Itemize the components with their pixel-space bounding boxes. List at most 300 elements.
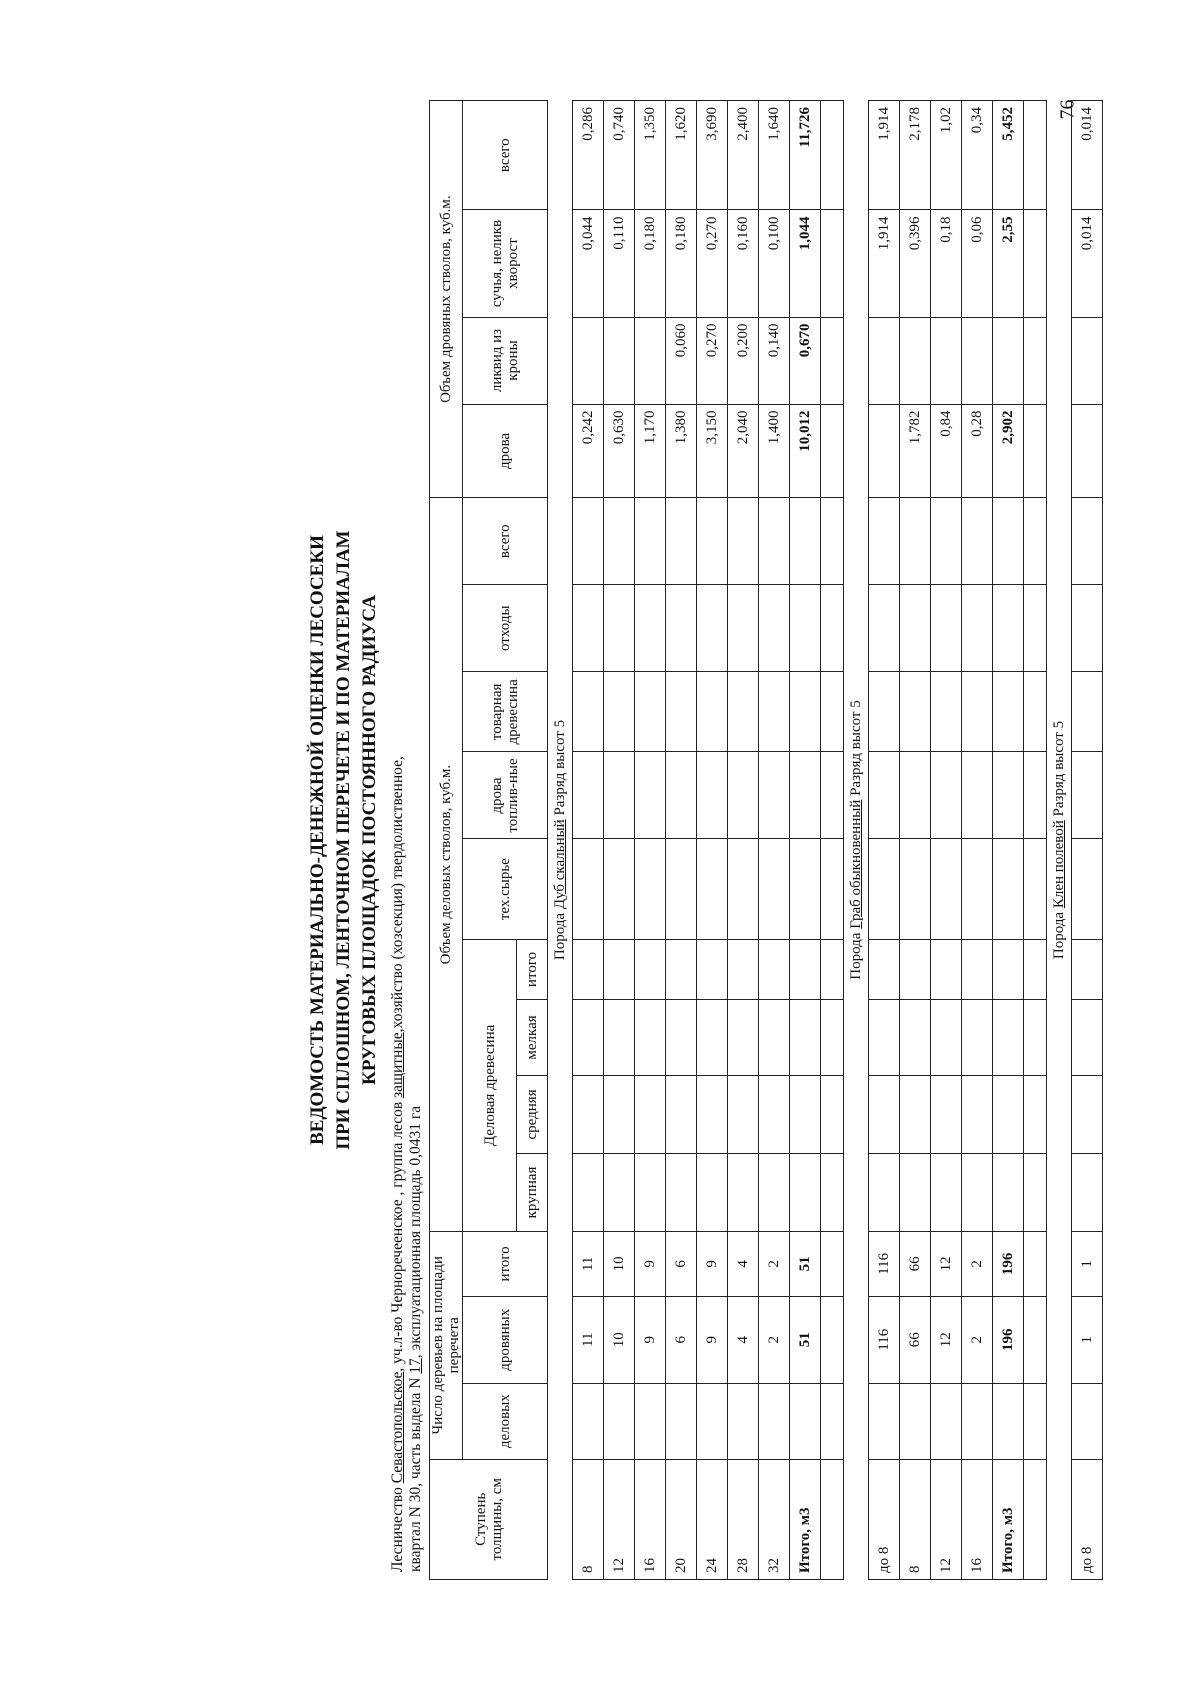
cell-empty bbox=[1024, 404, 1047, 498]
cell-empty bbox=[900, 839, 931, 939]
cell-empty bbox=[697, 672, 728, 752]
cell-drov: 2 bbox=[759, 1296, 790, 1383]
header-count-drov: дровяных bbox=[463, 1296, 548, 1383]
plot-number: 17 bbox=[407, 1358, 424, 1374]
section-header-row bbox=[1047, 101, 1072, 1580]
cell-crown: 0,270 bbox=[697, 317, 728, 404]
cell-empty bbox=[993, 498, 1024, 585]
cell-empty bbox=[821, 1153, 844, 1231]
cell-empty bbox=[759, 498, 790, 585]
cell-empty bbox=[931, 839, 962, 939]
forestry-name: Севастопольское bbox=[389, 1371, 406, 1484]
cell-drov: 12 bbox=[931, 1296, 962, 1383]
cell-empty bbox=[821, 585, 844, 672]
table-row bbox=[900, 101, 931, 1580]
cell-empty bbox=[1024, 498, 1047, 585]
species-name: Дуб скальный bbox=[552, 819, 568, 910]
cell-step: 16 bbox=[635, 1459, 666, 1579]
cell-empty bbox=[573, 1000, 604, 1076]
cell-empty bbox=[821, 672, 844, 752]
header-count-del: деловых bbox=[463, 1383, 548, 1459]
cell-empty bbox=[666, 1000, 697, 1076]
species-name: Клен полевой bbox=[1051, 820, 1067, 909]
blank-row bbox=[1024, 101, 1047, 1580]
cell-empty bbox=[1024, 210, 1047, 317]
section-header-row bbox=[548, 101, 573, 1580]
cell-step: 32 bbox=[759, 1459, 790, 1579]
cell-empty bbox=[666, 585, 697, 672]
cell-empty bbox=[993, 1000, 1024, 1076]
cell-empty bbox=[1024, 1383, 1047, 1459]
cell-empty bbox=[821, 1000, 844, 1076]
cell-empty bbox=[1024, 1153, 1047, 1231]
height-rank: Разряд высот 5 bbox=[552, 719, 568, 820]
cell-all: 1,640 bbox=[759, 101, 790, 210]
cell-total: 2 bbox=[962, 1232, 993, 1297]
title-line-3: КРУГОВЫХ ПЛОЩАДОК ПОСТОЯННОГО РАДИУСА bbox=[359, 595, 380, 1085]
cell-empty bbox=[962, 1153, 993, 1231]
cell-empty bbox=[962, 585, 993, 672]
cell-firewood: 0,242 bbox=[573, 404, 604, 498]
cell-crown bbox=[900, 317, 931, 404]
cell-empty bbox=[728, 839, 759, 939]
cell-empty bbox=[993, 839, 1024, 939]
header-commercial: товарная древесина bbox=[463, 672, 548, 752]
cell-empty bbox=[697, 585, 728, 672]
header-wood-total: итого bbox=[517, 939, 548, 999]
cell-twigs: 0,044 bbox=[573, 210, 604, 317]
cell-all: 0,014 bbox=[1072, 101, 1103, 210]
cell-empty bbox=[604, 498, 635, 585]
cell-empty bbox=[635, 585, 666, 672]
cell-empty bbox=[790, 1075, 821, 1153]
cell-all: 0,740 bbox=[604, 101, 635, 210]
header-count-total: итого bbox=[463, 1232, 548, 1297]
height-rank: Разряд высот 5 bbox=[1051, 720, 1067, 821]
header-twigs: сучья, неликв хворост bbox=[463, 210, 548, 317]
cell-empty bbox=[900, 1075, 931, 1153]
header-medium: средняя bbox=[517, 1075, 548, 1153]
cell-empty bbox=[869, 672, 900, 752]
cell-empty bbox=[635, 1153, 666, 1231]
cell-del bbox=[1072, 1383, 1103, 1459]
table-row bbox=[962, 101, 993, 1580]
cell-firewood: 0,84 bbox=[931, 404, 962, 498]
cell-empty bbox=[635, 498, 666, 585]
info-line-1: Лесничество Севастопольское, уч.л-во Черноречеенское , группа лесов защитные,хозяйство (хозсекция) твердолиственное, bbox=[389, 756, 406, 1572]
cell-empty bbox=[759, 1153, 790, 1231]
cell-empty bbox=[604, 1153, 635, 1231]
cell-firewood: 2,040 bbox=[728, 404, 759, 498]
cell-empty bbox=[697, 752, 728, 839]
cell-empty bbox=[666, 498, 697, 585]
cell-empty bbox=[931, 1153, 962, 1231]
cell-empty bbox=[900, 585, 931, 672]
cell-all: 1,350 bbox=[635, 101, 666, 210]
cell-step: 8 bbox=[900, 1459, 931, 1579]
cell-empty bbox=[759, 1075, 790, 1153]
cell-empty bbox=[900, 1000, 931, 1076]
cell-del bbox=[790, 1383, 821, 1459]
header-del-wood: Деловая древесина bbox=[463, 939, 517, 1231]
cell-empty bbox=[962, 1000, 993, 1076]
cell-empty bbox=[759, 839, 790, 939]
valuation-table bbox=[429, 100, 1103, 1580]
cell-total: 66 bbox=[900, 1232, 931, 1297]
cell-firewood: 2,902 bbox=[993, 404, 1024, 498]
cell-empty bbox=[821, 1296, 844, 1383]
cell-firewood: 1,782 bbox=[900, 404, 931, 498]
cell-empty bbox=[697, 839, 728, 939]
cell-all: 2,178 bbox=[900, 101, 931, 210]
cell-empty bbox=[993, 1075, 1024, 1153]
cell-empty bbox=[900, 939, 931, 999]
cell-empty bbox=[962, 672, 993, 752]
cell-empty bbox=[604, 1075, 635, 1153]
cell-total: 6 bbox=[666, 1232, 697, 1297]
cell-total: 51 bbox=[790, 1232, 821, 1297]
cell-twigs: 0,180 bbox=[666, 210, 697, 317]
cell-empty bbox=[759, 939, 790, 999]
cell-empty bbox=[666, 939, 697, 999]
cell-crown bbox=[931, 317, 962, 404]
cell-empty bbox=[604, 672, 635, 752]
cell-empty bbox=[573, 672, 604, 752]
cell-step: Итого, м3 bbox=[993, 1459, 1024, 1579]
cell-all: 1,914 bbox=[869, 101, 900, 210]
cell-empty bbox=[1072, 498, 1103, 585]
header-fuel: дрова топлив-ные bbox=[463, 752, 548, 839]
cell-empty bbox=[573, 939, 604, 999]
cell-empty bbox=[962, 939, 993, 999]
cell-empty bbox=[790, 1153, 821, 1231]
table-row bbox=[728, 101, 759, 1580]
cell-empty bbox=[604, 1000, 635, 1076]
cell-empty bbox=[1072, 939, 1103, 999]
cell-del bbox=[728, 1383, 759, 1459]
cell-twigs: 0,270 bbox=[697, 210, 728, 317]
cell-drov: 116 bbox=[869, 1296, 900, 1383]
cell-del bbox=[962, 1383, 993, 1459]
cell-empty bbox=[1072, 752, 1103, 839]
cell-step: до 8 bbox=[869, 1459, 900, 1579]
cell-twigs: 0,06 bbox=[962, 210, 993, 317]
cell-twigs: 0,396 bbox=[900, 210, 931, 317]
cell-step: Итого, м3 bbox=[790, 1459, 821, 1579]
cell-twigs: 0,110 bbox=[604, 210, 635, 317]
cell-all: 5,452 bbox=[993, 101, 1024, 210]
cell-empty bbox=[666, 752, 697, 839]
cell-empty bbox=[635, 752, 666, 839]
cell-empty bbox=[1072, 672, 1103, 752]
cell-empty bbox=[821, 839, 844, 939]
cell-empty bbox=[821, 752, 844, 839]
cell-empty bbox=[821, 210, 844, 317]
cell-empty bbox=[931, 1075, 962, 1153]
cell-empty bbox=[697, 498, 728, 585]
cell-empty bbox=[666, 1075, 697, 1153]
cell-total: 11 bbox=[573, 1232, 604, 1297]
cell-empty bbox=[869, 1000, 900, 1076]
cell-del bbox=[900, 1383, 931, 1459]
cell-empty bbox=[697, 1075, 728, 1153]
cell-empty bbox=[1024, 839, 1047, 939]
cell-empty bbox=[993, 752, 1024, 839]
cell-empty bbox=[1072, 1153, 1103, 1231]
cell-empty bbox=[1072, 1075, 1103, 1153]
cell-empty bbox=[635, 1075, 666, 1153]
cell-crown bbox=[993, 317, 1024, 404]
cell-twigs: 2,55 bbox=[993, 210, 1024, 317]
cell-twigs: 0,100 bbox=[759, 210, 790, 317]
cell-empty bbox=[728, 498, 759, 585]
cell-empty bbox=[1024, 1232, 1047, 1297]
cell-crown: 0,670 bbox=[790, 317, 821, 404]
cell-empty bbox=[759, 1000, 790, 1076]
cell-empty bbox=[931, 939, 962, 999]
cell-empty bbox=[869, 498, 900, 585]
species-heading: Порода Дуб скальный Разряд высот 5 bbox=[548, 101, 573, 1580]
table-row bbox=[697, 101, 728, 1580]
cell-empty bbox=[790, 939, 821, 999]
cell-empty bbox=[697, 1153, 728, 1231]
cell-empty bbox=[635, 839, 666, 939]
cell-total: 9 bbox=[635, 1232, 666, 1297]
cell-crown bbox=[1072, 317, 1103, 404]
cell-del bbox=[604, 1383, 635, 1459]
cell-del bbox=[573, 1383, 604, 1459]
cell-step: до 8 bbox=[1072, 1459, 1103, 1579]
cell-empty bbox=[931, 672, 962, 752]
cell-step: 8 bbox=[573, 1459, 604, 1579]
cell-empty bbox=[821, 101, 844, 210]
table-row bbox=[604, 101, 635, 1580]
cell-step: 12 bbox=[931, 1459, 962, 1579]
cell-crown bbox=[962, 317, 993, 404]
cell-crown: 0,060 bbox=[666, 317, 697, 404]
cell-empty bbox=[1024, 672, 1047, 752]
cell-empty bbox=[1024, 1459, 1047, 1579]
cell-empty bbox=[931, 585, 962, 672]
cell-del bbox=[666, 1383, 697, 1459]
cell-del bbox=[635, 1383, 666, 1459]
cell-empty bbox=[1072, 839, 1103, 939]
header-tech: тех.сырье bbox=[463, 839, 548, 939]
header-fire-volume: Объем дровяных стволов, куб.м. bbox=[430, 101, 463, 498]
table-row bbox=[759, 101, 790, 1580]
district-name: Черноречеенское bbox=[389, 1199, 406, 1313]
cell-empty bbox=[635, 939, 666, 999]
cell-empty bbox=[666, 1153, 697, 1231]
cell-empty bbox=[962, 1075, 993, 1153]
cell-empty bbox=[573, 752, 604, 839]
cell-empty bbox=[962, 752, 993, 839]
cell-empty bbox=[993, 585, 1024, 672]
cell-total: 196 bbox=[993, 1232, 1024, 1297]
cell-del bbox=[993, 1383, 1024, 1459]
cell-drov: 9 bbox=[635, 1296, 666, 1383]
species-heading: Порода Граб обыкновенный Разряд высот 5 bbox=[844, 101, 869, 1580]
cell-crown bbox=[573, 317, 604, 404]
title-line-1: ВЕДОМОСТЬ МАТЕРИАЛЬНО-ДЕНЕЖНОЙ ОЦЕНКИ ЛЕСОСЕКИ bbox=[307, 535, 328, 1145]
cell-step: 24 bbox=[697, 1459, 728, 1579]
header-tree-count: Число деревьев на площади перечета bbox=[430, 1232, 463, 1460]
blank-row bbox=[821, 101, 844, 1580]
cell-empty bbox=[604, 939, 635, 999]
page-number: 76 bbox=[1056, 99, 1079, 120]
cell-empty bbox=[759, 585, 790, 672]
cell-empty bbox=[666, 839, 697, 939]
cell-drov: 4 bbox=[728, 1296, 759, 1383]
header-large: крупная bbox=[517, 1153, 548, 1231]
cell-firewood: 10,012 bbox=[790, 404, 821, 498]
cell-empty bbox=[728, 1075, 759, 1153]
cell-crown: 0,200 bbox=[728, 317, 759, 404]
cell-drov: 196 bbox=[993, 1296, 1024, 1383]
cell-drov: 2 bbox=[962, 1296, 993, 1383]
cell-twigs: 1,914 bbox=[869, 210, 900, 317]
cell-empty bbox=[821, 1459, 844, 1579]
cell-empty bbox=[728, 1000, 759, 1076]
cell-empty bbox=[869, 839, 900, 939]
cell-empty bbox=[1024, 939, 1047, 999]
cell-empty bbox=[821, 498, 844, 585]
cell-total: 1 bbox=[1072, 1232, 1103, 1297]
cell-twigs: 0,160 bbox=[728, 210, 759, 317]
cell-empty bbox=[821, 939, 844, 999]
cell-empty bbox=[1072, 585, 1103, 672]
species-heading: Порода Клен полевой Разряд высот 5 bbox=[1047, 101, 1072, 1580]
cell-empty bbox=[900, 498, 931, 585]
cell-all: 2,400 bbox=[728, 101, 759, 210]
cell-empty bbox=[573, 839, 604, 939]
cell-step: 12 bbox=[604, 1459, 635, 1579]
cell-drov: 66 bbox=[900, 1296, 931, 1383]
cell-drov: 51 bbox=[790, 1296, 821, 1383]
cell-empty bbox=[900, 752, 931, 839]
cell-empty bbox=[728, 585, 759, 672]
plot-info bbox=[389, 100, 425, 1572]
cell-empty bbox=[821, 404, 844, 498]
cell-total: 9 bbox=[697, 1232, 728, 1297]
cell-crown: 0,140 bbox=[759, 317, 790, 404]
cell-empty bbox=[1024, 752, 1047, 839]
cell-empty bbox=[790, 1000, 821, 1076]
cell-all: 1,02 bbox=[931, 101, 962, 210]
cell-empty bbox=[790, 672, 821, 752]
cell-del bbox=[869, 1383, 900, 1459]
cell-empty bbox=[869, 585, 900, 672]
cell-empty bbox=[931, 498, 962, 585]
cell-empty bbox=[728, 939, 759, 999]
cell-empty bbox=[573, 585, 604, 672]
cell-empty bbox=[993, 672, 1024, 752]
cell-empty bbox=[993, 939, 1024, 999]
cell-firewood: 1,170 bbox=[635, 404, 666, 498]
cell-empty bbox=[635, 672, 666, 752]
cell-step: 28 bbox=[728, 1459, 759, 1579]
cell-firewood: 3,150 bbox=[697, 404, 728, 498]
cell-all: 11,726 bbox=[790, 101, 821, 210]
cell-total: 10 bbox=[604, 1232, 635, 1297]
cell-empty bbox=[728, 1153, 759, 1231]
cell-empty bbox=[1024, 101, 1047, 210]
cell-firewood: 1,380 bbox=[666, 404, 697, 498]
cell-empty bbox=[573, 1153, 604, 1231]
table-row bbox=[573, 101, 604, 1580]
cell-empty bbox=[728, 752, 759, 839]
cell-firewood: 0,28 bbox=[962, 404, 993, 498]
cell-all: 1,620 bbox=[666, 101, 697, 210]
cell-empty bbox=[1024, 1075, 1047, 1153]
cell-drov: 1 bbox=[1072, 1296, 1103, 1383]
cell-empty bbox=[900, 672, 931, 752]
cell-twigs: 1,044 bbox=[790, 210, 821, 317]
cell-empty bbox=[573, 1075, 604, 1153]
header-waste: отходы bbox=[463, 585, 548, 672]
cell-empty bbox=[790, 752, 821, 839]
cell-all: 0,286 bbox=[573, 101, 604, 210]
cell-all: 3,690 bbox=[697, 101, 728, 210]
total-row bbox=[790, 101, 821, 1580]
header-firewood: дрова bbox=[463, 404, 548, 498]
cell-firewood: 1,400 bbox=[759, 404, 790, 498]
cell-empty bbox=[573, 498, 604, 585]
cell-empty bbox=[1024, 585, 1047, 672]
title-line-2: ПРИ СПЛОШНОМ, ЛЕНТОЧНОМ ПЕРЕЧЕТЕ И ПО МАТЕРИАЛАМ bbox=[333, 530, 354, 1150]
cell-firewood: 0,630 bbox=[604, 404, 635, 498]
table-body bbox=[548, 101, 1103, 1580]
cell-empty bbox=[962, 839, 993, 939]
cell-empty bbox=[931, 752, 962, 839]
cell-empty bbox=[962, 498, 993, 585]
cell-total: 116 bbox=[869, 1232, 900, 1297]
table-row bbox=[635, 101, 666, 1580]
header-liquid-crown: ликвид из кроны bbox=[463, 317, 548, 404]
cell-empty bbox=[759, 752, 790, 839]
cell-drov: 11 bbox=[573, 1296, 604, 1383]
cell-crown bbox=[635, 317, 666, 404]
cell-empty bbox=[869, 939, 900, 999]
cell-twigs: 0,180 bbox=[635, 210, 666, 317]
header-del-volume: Объем деловых стволов, куб.м. bbox=[430, 498, 463, 1232]
cell-empty bbox=[759, 672, 790, 752]
cell-empty bbox=[821, 1383, 844, 1459]
cell-firewood bbox=[869, 404, 900, 498]
total-row bbox=[993, 101, 1024, 1580]
cell-total: 2 bbox=[759, 1232, 790, 1297]
cell-empty bbox=[604, 752, 635, 839]
cell-empty bbox=[790, 839, 821, 939]
cell-empty bbox=[604, 585, 635, 672]
cell-empty bbox=[790, 585, 821, 672]
cell-del bbox=[697, 1383, 728, 1459]
cell-empty bbox=[869, 1153, 900, 1231]
forest-group: защитные bbox=[389, 1032, 406, 1098]
cell-empty bbox=[635, 1000, 666, 1076]
cell-total: 12 bbox=[931, 1232, 962, 1297]
table-row bbox=[869, 101, 900, 1580]
table-row bbox=[666, 101, 697, 1580]
cell-empty bbox=[1024, 1296, 1047, 1383]
height-rank: Разряд высот 5 bbox=[848, 700, 864, 800]
cell-empty bbox=[869, 1075, 900, 1153]
cell-empty bbox=[1072, 1000, 1103, 1076]
header-small: мелкая bbox=[517, 1000, 548, 1076]
cell-empty bbox=[604, 839, 635, 939]
cell-empty bbox=[1024, 1000, 1047, 1076]
cell-empty bbox=[821, 317, 844, 404]
